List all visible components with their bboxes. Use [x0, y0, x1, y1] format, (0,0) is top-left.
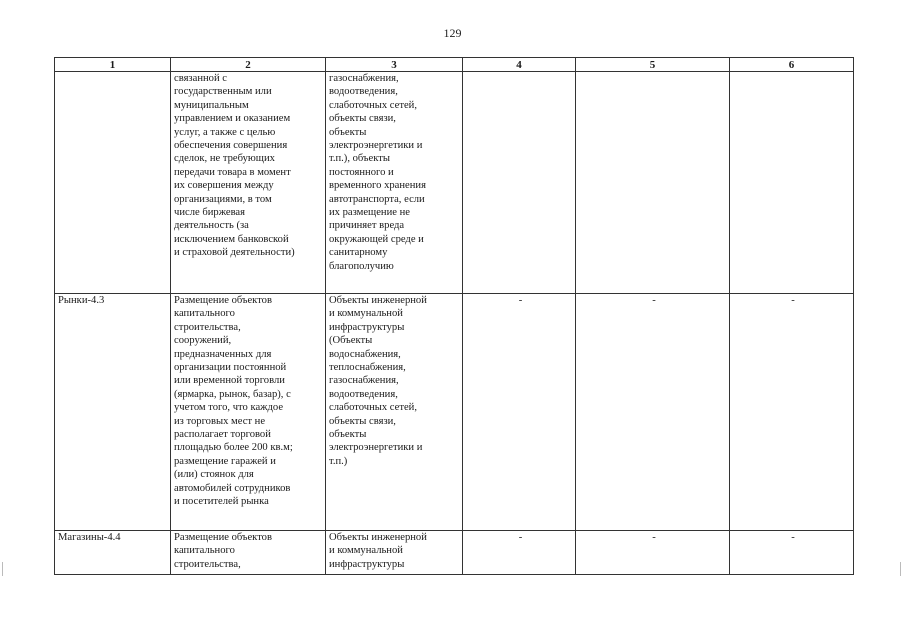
auxiliary-line: электроэнергетики и	[329, 140, 423, 152]
use-type-cell: Магазины-4.4	[55, 531, 171, 575]
col5-cell: -	[576, 531, 730, 575]
description-line: и посетителей рынка	[174, 496, 269, 508]
description-line: из торговых мест не	[174, 415, 266, 427]
regulations-table	[54, 57, 854, 575]
description-line: государственным или	[174, 86, 272, 98]
column-header: 1	[55, 58, 171, 72]
description-line: передачи товара в момент	[174, 166, 291, 178]
auxiliary-line: слаботочных сетей,	[329, 99, 417, 111]
description-line: располагает торговой	[174, 429, 271, 441]
page-number: 129	[443, 26, 462, 40]
use-type-cell: Рынки-4.3	[55, 294, 171, 531]
col5-cell	[576, 72, 730, 294]
description-line: их совершения между	[174, 180, 274, 192]
auxiliary-line: водоснабжения,	[329, 348, 401, 360]
description-line: автомобилей сотрудников	[174, 482, 291, 494]
col4-cell: -	[463, 294, 576, 531]
auxiliary-line: и коммунальной	[329, 545, 403, 557]
description-line: площадью более 200 кв.м;	[174, 442, 293, 454]
description-line: муниципальным	[174, 99, 249, 111]
description-line: деятельность (за	[174, 220, 249, 232]
auxiliary-line: автотранспорта, если	[329, 193, 425, 205]
auxiliary-use-cell	[326, 294, 463, 531]
auxiliary-line: теплоснабжения,	[329, 362, 406, 374]
auxiliary-line: газоснабжения,	[329, 73, 399, 84]
auxiliary-line: причиняет вреда	[329, 220, 405, 232]
auxiliary-line: объекты связи,	[329, 415, 396, 427]
auxiliary-line: (Объекты	[329, 335, 373, 347]
auxiliary-line: водоотведения,	[329, 86, 398, 98]
table-row	[55, 294, 854, 531]
description-line: строительства,	[174, 558, 241, 570]
description-line: управлением и оказанием	[174, 113, 291, 125]
auxiliary-line: газоснабжения,	[329, 375, 399, 387]
scan-edge-mark-left	[2, 562, 3, 576]
description-cell	[171, 531, 326, 575]
auxiliary-line: объекты	[329, 126, 367, 138]
description-line: организациями, в том	[174, 193, 272, 205]
auxiliary-line: окружающей среде и	[329, 233, 424, 245]
column-header: 4	[463, 58, 576, 72]
auxiliary-line: постоянного и	[329, 166, 394, 178]
description-line: исключением банковской	[174, 233, 289, 245]
description-line: и страховой деятельности)	[174, 247, 295, 259]
description-line: учетом того, что каждое	[174, 402, 284, 414]
auxiliary-line: и коммунальной	[329, 308, 403, 320]
auxiliary-line: их размещение не	[329, 207, 410, 219]
scan-edge-mark-right	[900, 562, 901, 576]
auxiliary-line: Объекты инженерной	[329, 532, 427, 543]
description-line: (или) стоянок для	[174, 469, 254, 481]
auxiliary-line: т.п.)	[329, 455, 348, 467]
column-header: 5	[576, 58, 730, 72]
auxiliary-line: временного хранения	[329, 180, 426, 192]
auxiliary-line: инфраструктуры	[329, 321, 405, 333]
description-line: сооружений,	[174, 335, 232, 347]
auxiliary-line: Объекты инженерной	[329, 295, 427, 306]
column-header: 3	[326, 58, 463, 72]
description-line: капитального	[174, 545, 235, 557]
description-line: услуг, а также с целью	[174, 126, 276, 138]
auxiliary-line: инфраструктуры	[329, 558, 405, 570]
table-row	[55, 72, 854, 294]
description-line: обеспечения совершения	[174, 140, 288, 152]
description-line: предназначенных для	[174, 348, 272, 360]
table-header-row	[55, 58, 854, 72]
table-row	[55, 531, 854, 575]
description-line: организации постоянной	[174, 362, 287, 374]
col4-cell	[463, 72, 576, 294]
description-line: капитального	[174, 308, 235, 320]
description-line: Размещение объектов	[174, 295, 272, 306]
column-header: 2	[171, 58, 326, 72]
col6-cell: -	[730, 294, 854, 531]
description-line: числе биржевая	[174, 207, 246, 219]
auxiliary-line: слаботочных сетей,	[329, 402, 417, 414]
description-cell	[171, 294, 326, 531]
auxiliary-line: объекты	[329, 429, 367, 441]
description-line: строительства,	[174, 321, 241, 333]
description-line: сделок, не требующих	[174, 153, 275, 165]
col6-cell: -	[730, 531, 854, 575]
auxiliary-line: водоотведения,	[329, 388, 398, 400]
auxiliary-line: благополучию	[329, 260, 394, 272]
auxiliary-line: объекты связи,	[329, 113, 396, 125]
auxiliary-line: санитарному	[329, 247, 388, 259]
description-line: Размещение объектов	[174, 532, 272, 543]
col4-cell: -	[463, 531, 576, 575]
description-line: или временной торговли	[174, 375, 285, 387]
col6-cell	[730, 72, 854, 294]
column-header: 6	[730, 58, 854, 72]
description-line: связанной с	[174, 73, 227, 84]
col5-cell: -	[576, 294, 730, 531]
auxiliary-use-cell	[326, 531, 463, 575]
auxiliary-line: электроэнергетики и	[329, 442, 423, 454]
use-type-cell	[55, 72, 171, 294]
description-cell	[171, 72, 326, 294]
auxiliary-use-cell	[326, 72, 463, 294]
description-line: (ярмарка, рынок, базар), с	[174, 388, 291, 400]
description-line: размещение гаражей и	[174, 455, 276, 467]
auxiliary-line: т.п.), объекты	[329, 153, 390, 165]
